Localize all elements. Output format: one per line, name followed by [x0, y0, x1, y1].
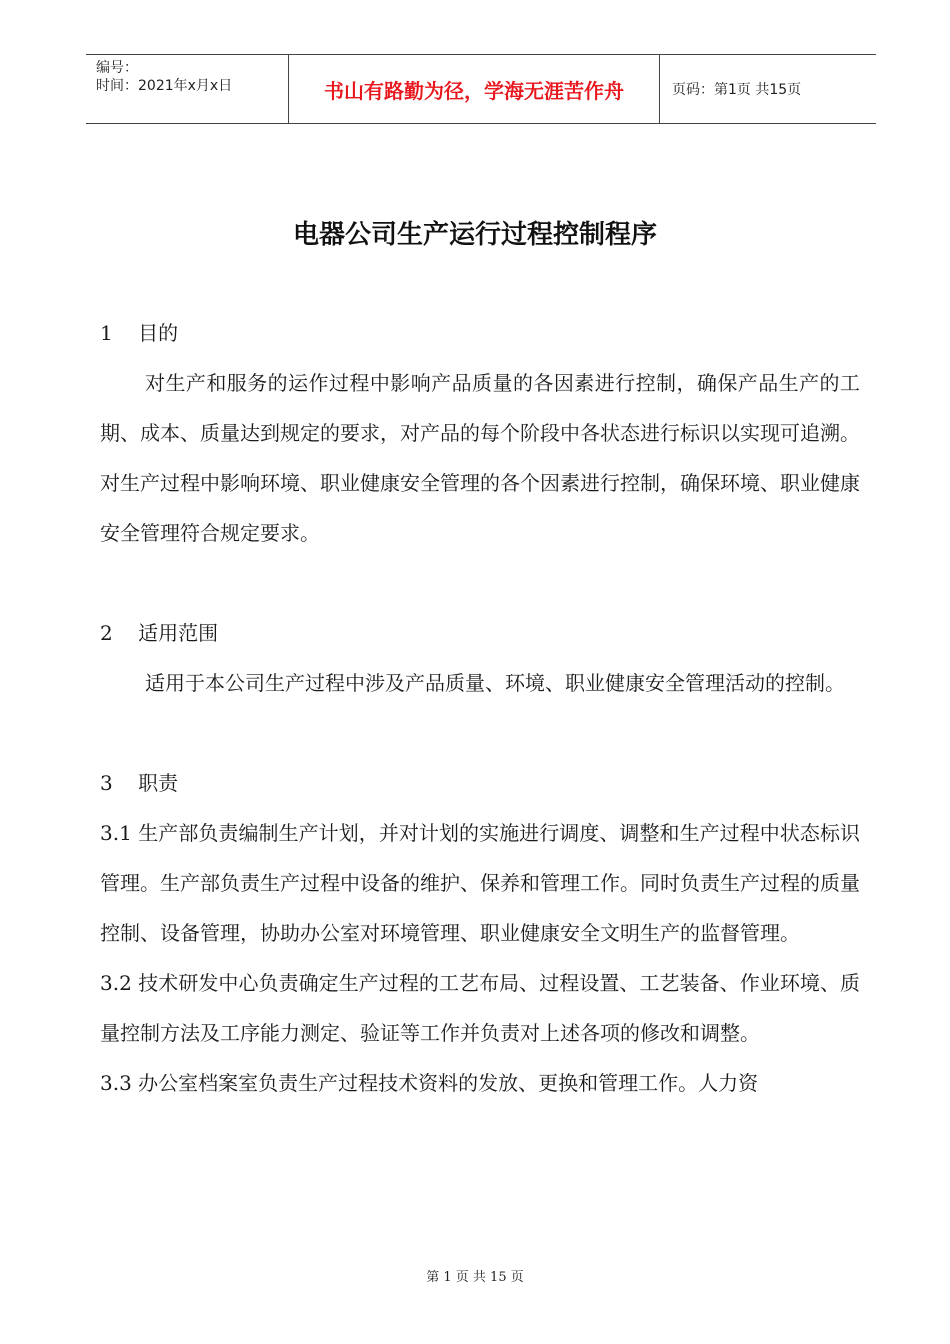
header-time-label: 时间：2021年x月x日 [96, 78, 233, 94]
header-number-label: 编号： [96, 60, 138, 76]
duty-item-3-2: 3.2 技术研发中心负责确定生产过程的工艺布局、过程设置、工艺装备、作业环境、质量控制方法及工序能力测定、验证等工作并负责对上述各项的修改和调整。 [100, 971, 860, 1045]
page-header [86, 54, 876, 124]
page-footer: 第 1 页 共 15 页 [426, 1270, 524, 1285]
header-page-info: 页码：第1页 共15页 [672, 82, 802, 98]
header-meta [86, 55, 288, 123]
section-heading-purpose: 1 目的 [100, 321, 179, 345]
header-motto: 书山有路勤为径，学海无涯苦作舟 [288, 55, 660, 123]
section-heading-scope: 2 适用范围 [100, 621, 219, 645]
duty-item-3-3: 3.3 办公室档案室负责生产过程技术资料的发放、更换和管理工作。人力资 [100, 1071, 759, 1095]
duty-item-3-1: 3.1 生产部负责编制生产计划，并对计划的实施进行调度、调整和生产过程中状态标识管理。生产部负责生产过程中设备的维护、保养和管理工作。同时负责生产过程的质量控制、设备管理，协助办公室对环境管理、职业健康安全文明生产的监督管理。 [100, 821, 860, 945]
spacer [100, 708, 860, 758]
section-text-scope: 适用于本公司生产过程中涉及产品质量、环境、职业健康安全管理活动的控制。 [145, 671, 845, 695]
section-text-purpose: 对生产和服务的运作过程中影响产品质量的各因素进行控制，确保产品生产的工期、成本、质量达到规定的要求，对产品的每个阶段中各状态进行标识以实现可追溯。对生产过程中影响环境、职业健康安全管理的各个因素进行控制，确保环境、职业健康安全管理符合规定要求。 [100, 371, 860, 545]
document-body [100, 308, 860, 1108]
document-title: 电器公司生产运行过程控制程序 [292, 220, 657, 250]
section-heading-duties: 3 职责 [100, 771, 179, 795]
spacer [100, 558, 860, 608]
